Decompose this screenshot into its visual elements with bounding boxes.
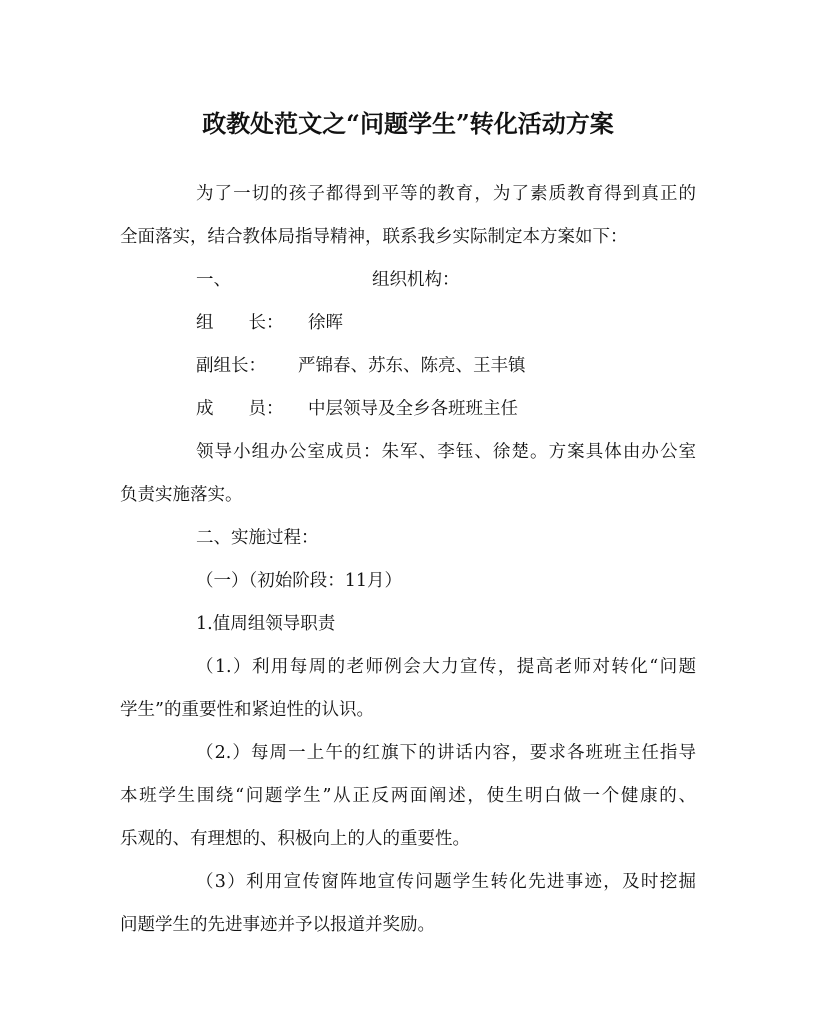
member-label: 成 员： bbox=[196, 399, 284, 419]
paragraph-2-line-2: 本班学生围绕“问题学生”从正反两面阐述，使生明白做一个健康的、 bbox=[120, 786, 696, 806]
paragraph-1-line-1: （1.）利用每周的老师例会大力宣传，提高老师对转化“问题 bbox=[196, 657, 696, 677]
office-line-1: 领导小组办公室成员：朱军、李钰、徐楚。方案具体由办公室 bbox=[196, 442, 696, 462]
paragraph-3-line-2: 问题学生的先进事迹并予以报道并奖励。 bbox=[120, 915, 435, 935]
office-line-2: 负责实施落实。 bbox=[120, 485, 243, 505]
intro-line-1: 为了一切的孩子都得到平等的教育，为了素质教育得到真正的 bbox=[196, 184, 696, 204]
intro-line-2: 全面落实，结合教体局指导精神，联系我乡实际制定本方案如下： bbox=[120, 227, 628, 247]
leader-label: 组 长： bbox=[196, 313, 284, 333]
section-1-number: 一、 bbox=[196, 270, 231, 290]
item-1-heading: 1.值周组领导职责 bbox=[196, 614, 336, 634]
paragraph-2-line-1: （2.）每周一上午的红旗下的讲话内容，要求各班班主任指导 bbox=[196, 743, 696, 763]
section-2-title: 二、实施过程： bbox=[196, 528, 319, 548]
deputy-label: 副组长： bbox=[196, 356, 266, 376]
paragraph-3-line-1: （3）利用宣传窗阵地宣传问题学生转化先进事迹，及时挖掘 bbox=[196, 872, 696, 892]
leader-value: 徐晖 bbox=[308, 313, 343, 333]
phase-1-heading: （一）（初始阶段：11月） bbox=[196, 571, 403, 591]
paragraph-2-line-3: 乐观的、有理想的、积极向上的人的重要性。 bbox=[120, 829, 470, 849]
paragraph-1-line-2: 学生”的重要性和紧迫性的认识。 bbox=[120, 700, 374, 720]
section-1-title: 组织机构： bbox=[372, 270, 460, 290]
deputy-value: 严锦春、苏东、陈亮、王丰镇 bbox=[298, 356, 526, 376]
document-title: 政教处范文之“问题学生”转化活动方案 bbox=[202, 109, 614, 138]
member-value: 中层领导及全乡各班班主任 bbox=[308, 399, 518, 419]
